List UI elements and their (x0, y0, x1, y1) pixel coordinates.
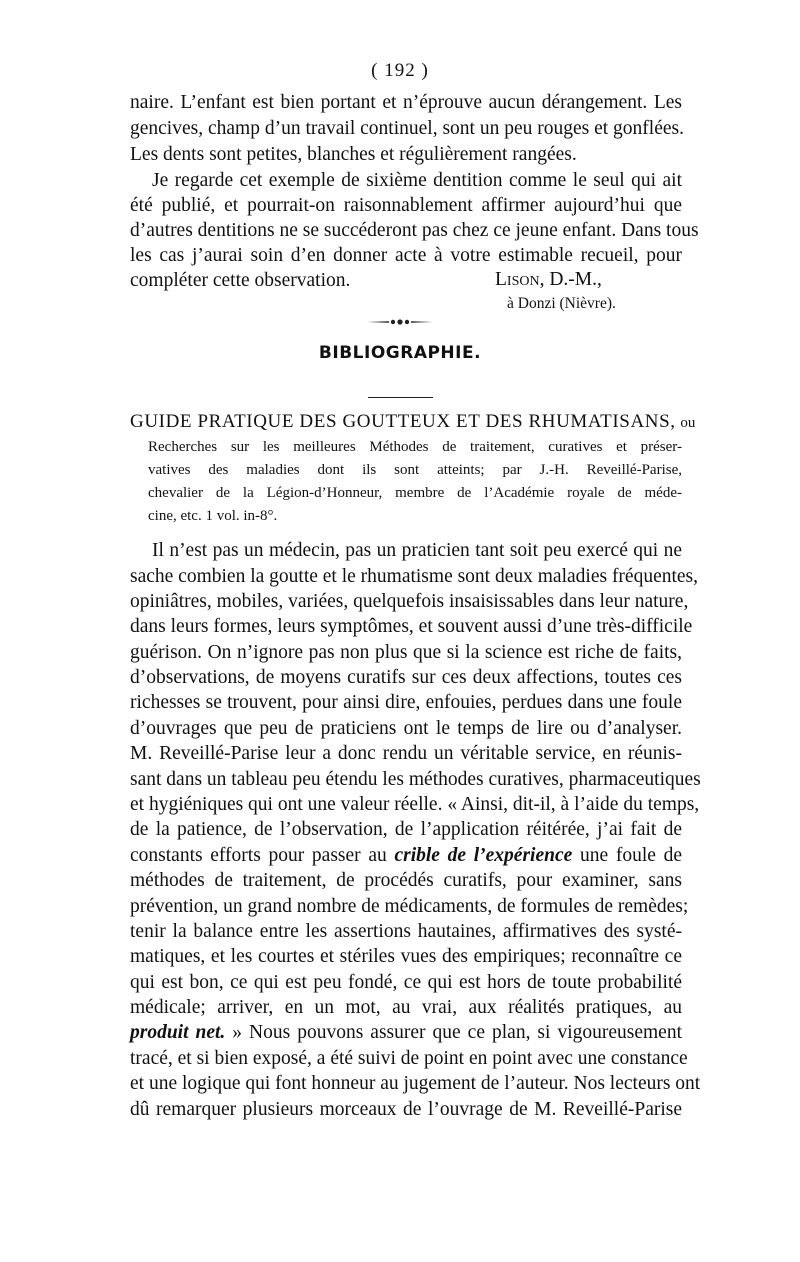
text-line: qui est bon, ce qui est peu fondé, ce qui est hors de toute probabilité (130, 972, 682, 993)
book-title: GUIDE PRATIQUE DES GOUTTEUX ET DES RHUMATISANS, (130, 411, 676, 432)
text-line: les cas j’aurai soin d’en donner acte à votre estimable recueil, pour (130, 245, 682, 266)
text-line: Il n’est pas un médecin, pas un praticien tant soit peu exercé qui ne (152, 540, 682, 561)
book-subtitle-line: chevalier de la Légion-d’Honneur, membre de l’Académie royale de méde- (148, 485, 682, 501)
text-line (130, 844, 682, 868)
text-line (130, 1021, 682, 1045)
italic-phrase: produit net. (130, 1022, 226, 1043)
section-heading: BIBLIOGRAPHIE. (318, 343, 482, 363)
text-line: gencives, champ d’un travail continuel, sont un peu rouges et gonflées. (130, 118, 684, 139)
text-line: d’autres dentitions ne se succéderont pas chez ce jeune enfant. Dans tous (130, 220, 699, 241)
signature-location: à Donzi (Nièvre). (507, 295, 616, 312)
signature (495, 269, 602, 291)
text-line: dans leurs formes, leurs symptômes, et souvent aussi d’une très-difficile (130, 616, 693, 637)
text-line: matiques, et les courtes et stériles vues des empiriques; reconnaître ce (130, 946, 682, 967)
text-line: sache combien la goutte et le rhumatisme sont deux maladies fréquentes, (130, 566, 699, 587)
text-line: Je regarde cet exemple de sixième dentition comme le seul qui ait (152, 170, 682, 191)
signature-degree: , D.-M., (539, 269, 602, 290)
text-line: compléter cette observation. (130, 270, 351, 291)
book-subtitle-line: Recherches sur les meilleures Méthodes de traitement, curatives et préser- (148, 439, 682, 455)
text-line: tracé, et si bien exposé, a été suivi de point en point avec une constance (130, 1048, 688, 1069)
signature-name: Lison (495, 269, 540, 290)
text-line: richesses se trouvent, pour ainsi dire, enfouies, perdues dans une foule (130, 692, 682, 713)
text-line: et une logique qui font honneur au jugement de l’auteur. Nos lecteurs ont (130, 1073, 701, 1094)
heading-rule (368, 397, 433, 398)
page-number: ( 192 ) (371, 60, 429, 81)
ornament-divider (365, 317, 435, 327)
text-line: naire. L’enfant est bien portant et n’éprouve aucun dérangement. Les (130, 92, 682, 113)
text-line: médicale; arriver, en un mot, au vrai, aux réalités pratiques, au (130, 997, 682, 1018)
text-line: prévention, un grand nombre de médicaments, de formules de remèdes; (130, 896, 689, 917)
book-subtitle-line: vatives des maladies dont ils sont atteints; par J.-H. Reveillé-Parise, (148, 462, 682, 478)
italic-phrase: crible de l’expérience (394, 845, 573, 866)
text-line: et hygiéniques qui ont une valeur réelle. « Ainsi, dit-il, à l’aide du temps, (130, 794, 700, 815)
text-line: de la patience, de l’observation, de l’application réitérée, j’ai fait de (130, 819, 682, 840)
text-line: opiniâtres, mobiles, variées, quelquefois insaisissables dans leur nature, (130, 591, 689, 612)
book-subtitle-line: cine, etc. 1 vol. in-8°. (148, 508, 278, 524)
text-line: guérison. On n’ignore pas non plus que si la science est riche de faits, (130, 642, 682, 663)
text-line: d’observations, de moyens curatifs sur ces deux affections, toutes ces (130, 667, 682, 688)
book-title-suffix: ou (680, 415, 696, 431)
text-segment: une foule de (572, 845, 682, 866)
text-segment: constants efforts pour passer au (130, 845, 395, 866)
text-line: M. Reveillé-Parise leur a donc rendu un véritable service, en réunis- (130, 743, 682, 764)
text-line: sant dans un tableau peu étendu les méthodes curatives, pharmaceutiques (130, 769, 701, 790)
text-line: dû remarquer plusieurs morceaux de l’ouvrage de M. Reveillé-Parise (130, 1099, 682, 1120)
book-title-line (130, 410, 696, 435)
text-segment: » Nous pouvons assurer que ce plan, si vigoureusement (225, 1022, 682, 1043)
text-line: d’ouvrages que peu de praticiens ont le temps de lire ou d’analyser. (130, 718, 682, 739)
text-line: été publié, et pourrait-on raisonnablement affirmer aujourd’hui que (130, 195, 682, 216)
text-line: Les dents sont petites, blanches et régulièrement rangées. (130, 144, 577, 165)
text-line: tenir la balance entre les assertions hautaines, affirmatives des systé- (130, 921, 682, 942)
text-line: méthodes de traitement, de procédés curatifs, pour examiner, sans (130, 870, 682, 891)
